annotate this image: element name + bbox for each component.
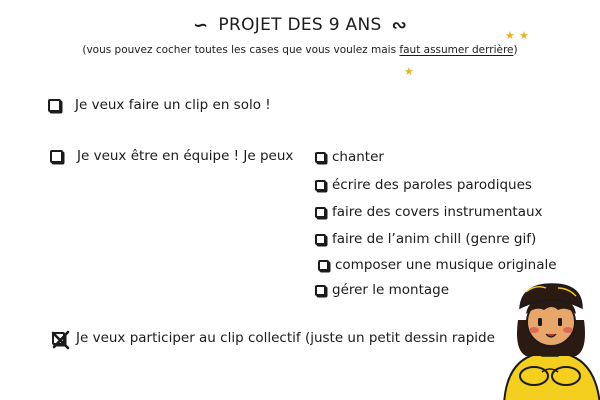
checkmark-x-icon <box>50 329 72 351</box>
task-anim-label: faire de l’anim chill (genre gif) <box>332 231 537 247</box>
task-anim[interactable] <box>315 231 536 247</box>
checkbox-collective-clip[interactable] <box>52 332 65 345</box>
task-paroles-label: écrire des paroles parodiques <box>332 177 532 193</box>
task-composer[interactable] <box>318 257 557 273</box>
checkbox-team[interactable] <box>50 150 63 163</box>
task-covers-label: faire des covers instrumentaux <box>332 204 543 220</box>
task-covers[interactable] <box>315 204 543 220</box>
option-solo-clip[interactable] <box>48 97 271 113</box>
task-montage[interactable] <box>315 282 449 298</box>
task-chanter-label: chanter <box>332 149 384 165</box>
checkbox-montage[interactable] <box>315 285 326 296</box>
checkbox-composer[interactable] <box>318 260 329 271</box>
subtitle-end: ) <box>513 44 518 56</box>
squiggle-left-icon: ∽ <box>193 15 209 36</box>
task-paroles[interactable] <box>315 177 532 193</box>
star-icon: ★ <box>519 29 529 42</box>
option-collective-clip[interactable] <box>52 330 495 346</box>
subtitle-underlined: faut assumer derrière <box>399 44 514 56</box>
star-icon: ★ <box>404 65 414 78</box>
girl-avatar-icon <box>496 280 600 400</box>
task-montage-label: gérer le montage <box>332 282 450 298</box>
title-text: PROJET DES 9 ANS <box>218 15 382 35</box>
checkbox-anim[interactable] <box>315 234 326 245</box>
option-solo-clip-label: Je veux faire un clip en solo ! <box>75 97 271 113</box>
subtitle-start: (vous pouvez cocher toutes les cases que vous voulez mais <box>82 44 400 56</box>
option-team[interactable] <box>50 148 293 164</box>
checkbox-chanter[interactable] <box>315 152 326 163</box>
star-icon: ★ <box>505 29 515 42</box>
task-chanter[interactable] <box>315 149 384 165</box>
checkbox-solo-clip[interactable] <box>48 99 61 112</box>
page-subtitle <box>0 44 600 56</box>
task-composer-label: composer une musique originale <box>335 257 557 273</box>
squiggle-right-icon: ∾ <box>391 15 407 36</box>
checkbox-covers[interactable] <box>315 207 326 218</box>
option-collective-clip-label: Je veux participer au clip collectif (juste un petit dessin rapide <box>76 330 495 346</box>
option-team-label: Je veux être en équipe ! Je peux <box>77 148 294 164</box>
checkbox-paroles[interactable] <box>315 180 326 191</box>
